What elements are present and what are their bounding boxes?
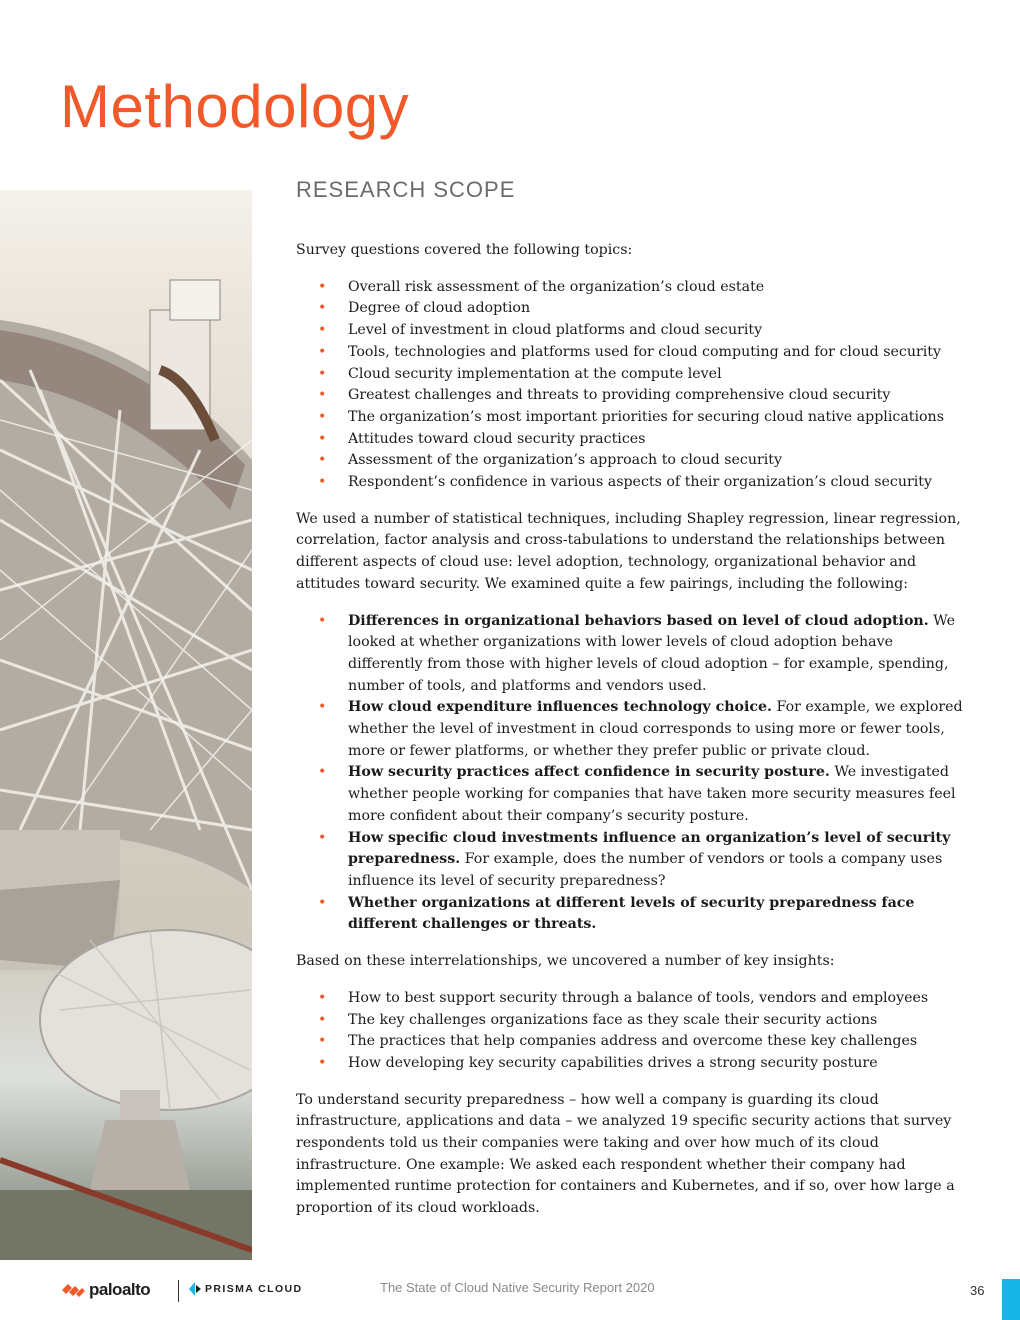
bullet-icon: • xyxy=(318,387,327,404)
research-scope-content xyxy=(296,176,966,1235)
list-item-text: Degree of cloud adoption xyxy=(348,300,531,317)
pairing-lead: How cloud expenditure influences technology choice. xyxy=(348,699,772,716)
pairing-lead: Differences in organizational behaviors based on level of cloud adoption. xyxy=(348,612,929,629)
list-item xyxy=(318,762,966,827)
pairing-text: We investigated whether people working for companies that have taken more security measures feel more confident about their company’s security posture. xyxy=(348,764,956,824)
list-item xyxy=(318,277,966,299)
closing-paragraph: To understand security preparedness – how well a company is guarding its cloud infrastructure, applications and data – we analyzed 19 specific security actions that survey respondents told us their companies were taking and over how much of its cloud infrastructure. One example: We asked each respondent whether their company had implemented runtime protection for containers and Kubernetes, and if so, over how large a proportion of its cloud workloads. xyxy=(296,1091,955,1217)
paloalto-logo xyxy=(60,1278,150,1302)
bullet-icon: • xyxy=(318,699,327,716)
list-item xyxy=(318,988,966,1010)
list-item xyxy=(318,697,966,762)
bullet-icon: • xyxy=(318,322,327,339)
logo-divider xyxy=(178,1280,179,1302)
list-item xyxy=(318,298,966,320)
page-title: Methodology xyxy=(60,73,410,140)
bullet-icon: • xyxy=(318,1033,327,1050)
pairing-text: For example, we explored whether the level of investment in cloud corresponds to using more or fewer tools, more or fewer platforms, or whether they prefer public or private cloud. xyxy=(348,699,963,759)
list-item-text: Greatest challenges and threats to providing comprehensive cloud security xyxy=(348,387,891,404)
list-item-text: Assessment of the organization’s approach to cloud security xyxy=(348,452,783,469)
insights-intro: Based on these interrelationships, we uncovered a number of key insights: xyxy=(296,953,835,970)
prisma-mark-icon xyxy=(188,1281,202,1297)
list-item-text: Respondent’s confidence in various aspects of their organization’s cloud security xyxy=(348,474,933,491)
list-item xyxy=(318,828,966,893)
list-item xyxy=(318,450,966,472)
list-item xyxy=(318,611,966,698)
list-item xyxy=(318,472,966,494)
list-item-text: Overall risk assessment of the organization’s cloud estate xyxy=(348,278,765,295)
bullet-icon: • xyxy=(318,989,327,1006)
list-item xyxy=(318,1010,966,1032)
bullet-icon: • xyxy=(318,452,327,469)
list-item xyxy=(318,342,966,364)
list-item xyxy=(318,1031,966,1053)
list-item xyxy=(318,320,966,342)
bullet-icon: • xyxy=(318,764,327,781)
list-item xyxy=(318,407,966,429)
list-item xyxy=(318,429,966,451)
page-number: 36 xyxy=(970,1283,985,1298)
list-item xyxy=(318,385,966,407)
list-item-text: How developing key security capabilities drives a strong security posture xyxy=(348,1054,878,1071)
prisma-cloud-logo xyxy=(188,1281,303,1297)
bullet-icon: • xyxy=(318,430,327,447)
prisma-cloud-logo-text: PRISMA CLOUD xyxy=(205,1283,303,1295)
list-item xyxy=(318,364,966,386)
list-item xyxy=(318,893,966,936)
list-item-text: Cloud security implementation at the compute level xyxy=(348,365,722,382)
paloalto-logo-text: paloalto xyxy=(89,1280,151,1299)
pairing-text: For example, does the number of vendors or tools a company uses influence its level of security preparedness? xyxy=(348,851,943,889)
section-heading: RESEARCH SCOPE xyxy=(296,177,516,202)
list-item-text: How to best support security through a balance of tools, vendors and employees xyxy=(348,989,929,1006)
pairing-lead: How specific cloud investments influence an organization’s level of security preparedness. xyxy=(348,829,951,868)
list-item-text: Attitudes toward cloud security practices xyxy=(348,430,646,447)
bullet-icon: • xyxy=(318,408,327,425)
list-item-text: The key challenges organizations face as they scale their security actions xyxy=(348,1011,878,1028)
bullet-icon: • xyxy=(318,474,327,491)
bullet-icon: • xyxy=(318,278,327,295)
list-item-text: The organization’s most important priorities for securing cloud native applications xyxy=(348,408,944,425)
page-tab-marker xyxy=(1002,1279,1020,1320)
bullet-icon: • xyxy=(318,1054,327,1071)
techniques-paragraph: We used a number of statistical techniques, including Shapley regression, linear regression, correlation, factor analysis and cross-tabulations to understand the relationships between different aspects of cloud use: level adoption, technology, organizational behavior and attitudes toward security. We examined quite a few pairings, including the following: xyxy=(296,510,961,592)
bullet-icon: • xyxy=(318,1011,327,1028)
insights-list xyxy=(296,988,966,1075)
list-item-text: The practices that help companies address and overcome these key challenges xyxy=(348,1033,918,1050)
intro-paragraph: Survey questions covered the following topics: xyxy=(296,242,633,258)
pairing-lead: Whether organizations at different levels of security preparedness face different challenges or threats. xyxy=(348,894,915,933)
pairing-text: We looked at whether organizations with lower levels of cloud adoption behave differently from those with higher levels of cloud adoption – for example, spending, number of tools, and platforms and vendors used. xyxy=(348,612,956,694)
list-item-text: Tools, technologies and platforms used for cloud computing and for cloud security xyxy=(348,343,942,360)
bullet-icon: • xyxy=(318,343,327,360)
bullet-icon: • xyxy=(318,829,327,846)
bullet-icon: • xyxy=(318,894,327,911)
bullet-icon: • xyxy=(318,300,327,317)
report-title: The State of Cloud Native Security Report 2020 xyxy=(380,1280,655,1295)
pairing-lead: How security practices affect confidence in security posture. xyxy=(348,764,830,781)
list-item xyxy=(318,1053,966,1075)
bullet-icon: • xyxy=(318,612,327,629)
bullet-icon: • xyxy=(318,365,327,382)
radio-telescope-image xyxy=(0,190,252,1260)
list-item-text: Level of investment in cloud platforms and cloud security xyxy=(348,322,763,339)
page-footer xyxy=(0,1262,1020,1320)
topics-list xyxy=(296,277,966,494)
pairings-list xyxy=(296,611,966,937)
paloalto-mark-icon xyxy=(60,1280,86,1300)
